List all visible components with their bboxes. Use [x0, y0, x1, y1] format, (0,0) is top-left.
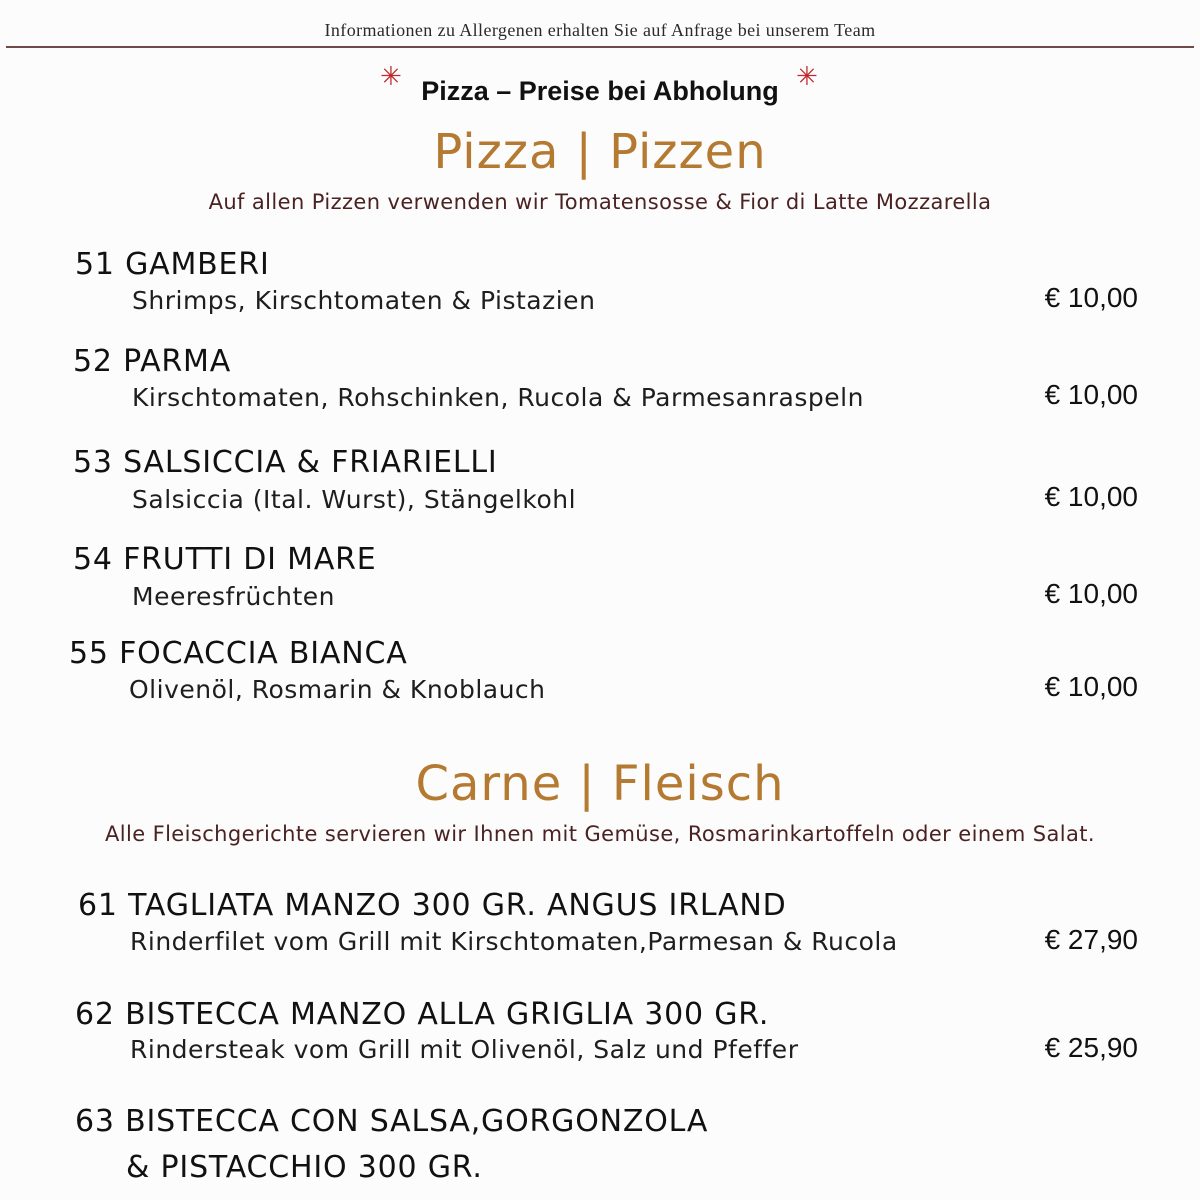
- item-name-line2: & PISTACCHIO 300 GR.: [126, 1150, 483, 1185]
- item-description: Rindersteak vom Grill mit Olivenöl, Salz und Pfeffer: [130, 1035, 799, 1064]
- item-price: € 10,00: [1044, 481, 1138, 512]
- item-price: € 25,90: [1044, 1032, 1138, 1063]
- item-price: € 10,00: [1044, 379, 1138, 410]
- item-price: € 10,00: [1044, 282, 1138, 313]
- item-name: 63 BISTECCA CON SALSA,GORGONZOLA: [75, 1104, 709, 1139]
- header-divider: [6, 46, 1194, 48]
- item-price: € 10,00: [1044, 671, 1138, 702]
- item-description: Salsiccia (Ital. Wurst), Stängelkohl: [132, 485, 577, 514]
- item-price: € 10,00: [1044, 578, 1138, 609]
- item-name: 62 BISTECCA MANZO ALLA GRIGLIA 300 GR.: [75, 997, 770, 1032]
- item-name: 55 FOCACCIA BIANCA: [69, 636, 408, 671]
- carne-section-subtitle: Alle Fleischgerichte servieren wir Ihnen mit Gemüse, Rosmarinkartoffeln oder einem Salat.: [104, 822, 1096, 846]
- pizza-section-title: Pizza | Pizzen: [433, 124, 767, 180]
- item-name: 61 TAGLIATA MANZO 300 GR. ANGUS IRLAND: [78, 888, 787, 923]
- item-price: € 27,90: [1044, 924, 1138, 955]
- item-name: 53 SALSICCIA & FRIARIELLI: [73, 445, 498, 480]
- item-description: Kirschtomaten, Rohschinken, Rucola & Parmesanraspeln: [132, 383, 864, 412]
- star-left-icon: ✳: [380, 62, 402, 92]
- item-description: Meeresfrüchten: [132, 582, 336, 611]
- item-name: 52 PARMA: [73, 344, 232, 379]
- star-right-icon: ✳: [796, 62, 818, 92]
- pizza-section-subtitle: Auf allen Pizzen verwenden wir Tomatensosse & Fior di Latte Mozzarella: [208, 190, 992, 214]
- item-name: 51 GAMBERI: [75, 247, 270, 282]
- item-name: 54 FRUTTI DI MARE: [73, 542, 377, 577]
- item-description: Olivenöl, Rosmarin & Knoblauch: [129, 675, 546, 704]
- pickup-title: Pizza – Preise bei Abholung: [421, 76, 779, 106]
- carne-section-title: Carne | Fleisch: [415, 756, 785, 812]
- item-description: Rinderfilet vom Grill mit Kirschtomaten,Parmesan & Rucola: [130, 927, 898, 956]
- item-description: Shrimps, Kirschtomaten & Pistazien: [132, 286, 596, 315]
- allergen-note: Informationen zu Allergenen erhalten Sie auf Anfrage bei unserem Team: [324, 20, 876, 40]
